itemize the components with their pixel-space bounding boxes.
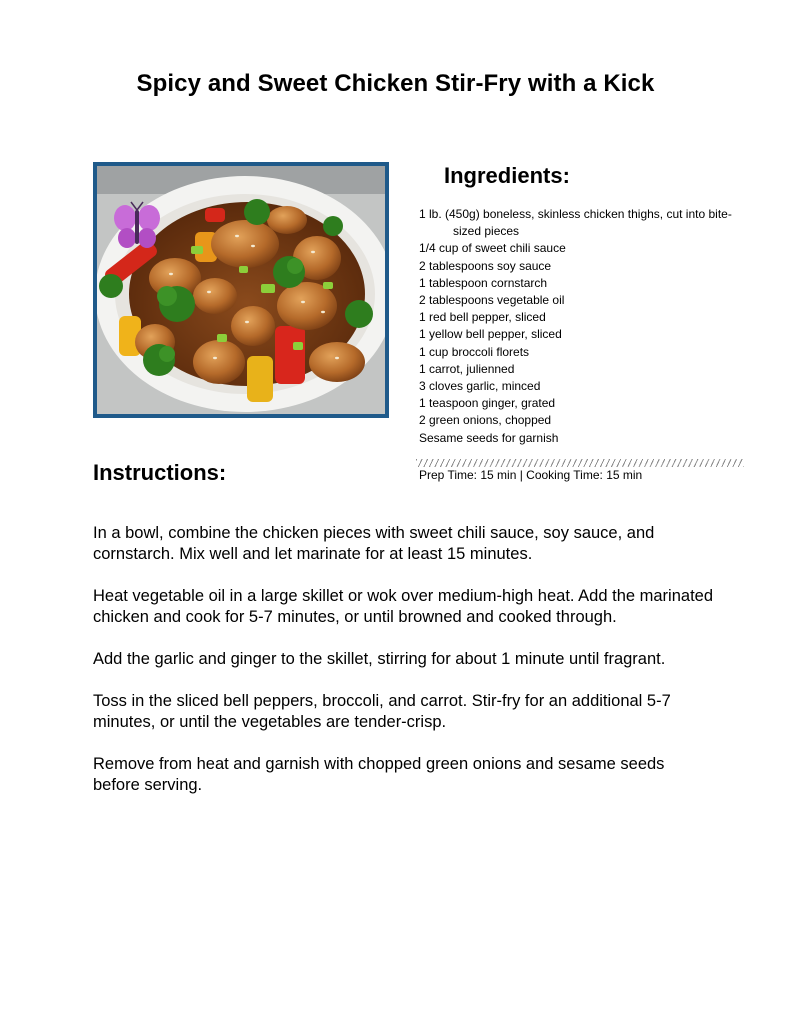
ingredient-item: 1 lb. (450g) boneless, skinless chicken thighs, cut into bite-sized pieces bbox=[419, 207, 732, 239]
prep-time-line: Prep Time: 15 min | Cooking Time: 15 min bbox=[419, 468, 643, 482]
instruction-step: Toss in the sliced bell peppers, broccoli, and carrot. Stir-fry for an additional 5-7 minutes, or until the vegetables are tender-crisp. bbox=[93, 692, 671, 731]
ingredient-item: 2 tablespoons vegetable oil bbox=[419, 293, 565, 308]
instruction-step: Add the garlic and ginger to the skillet, stirring for about 1 minute until fragrant. bbox=[93, 650, 666, 668]
ingredient-item: 2 tablespoons soy sauce bbox=[419, 258, 552, 273]
instruction-step: Remove from heat and garnish with chopped green onions and sesame seeds before serving. bbox=[93, 755, 665, 794]
ingredients-heading: Ingredients: bbox=[444, 163, 570, 188]
ingredients-list bbox=[419, 206, 739, 447]
dotted-divider bbox=[416, 459, 744, 467]
recipe-title: Spicy and Sweet Chicken Stir-Fry with a Kick bbox=[136, 70, 655, 97]
butterfly-icon bbox=[114, 202, 160, 248]
instructions-heading: Instructions: bbox=[93, 460, 227, 485]
ingredient-item: 1 carrot, julienned bbox=[419, 361, 515, 376]
ingredient-item: 1/4 cup of sweet chili sauce bbox=[419, 241, 566, 256]
ingredient-item: 1 yellow bell pepper, sliced bbox=[419, 327, 562, 342]
instruction-step: In a bowl, combine the chicken pieces with sweet chili sauce, soy sauce, and cornstarch. Mix well and let marinate for at least 15 minutes. bbox=[93, 524, 655, 563]
ingredient-item: 3 cloves garlic, minced bbox=[419, 379, 541, 394]
ingredient-item: 1 tablespoon cornstarch bbox=[419, 275, 548, 290]
instructions-list bbox=[93, 523, 713, 817]
ingredient-item: 1 cup broccoli florets bbox=[419, 344, 530, 359]
ingredient-item: 1 teaspoon ginger, grated bbox=[419, 396, 556, 411]
dish-photo bbox=[93, 162, 389, 418]
ingredient-item: Sesame seeds for garnish bbox=[419, 430, 559, 445]
ingredient-item: 2 green onions, chopped bbox=[419, 413, 552, 428]
instruction-step: Heat vegetable oil in a large skillet or wok over medium-high heat. Add the marinated chicken and cook for 5-7 minutes, or until browned and cooked through. bbox=[93, 587, 714, 626]
stir-fry-illustration bbox=[97, 166, 385, 414]
ingredient-item: 1 red bell pepper, sliced bbox=[419, 310, 546, 325]
